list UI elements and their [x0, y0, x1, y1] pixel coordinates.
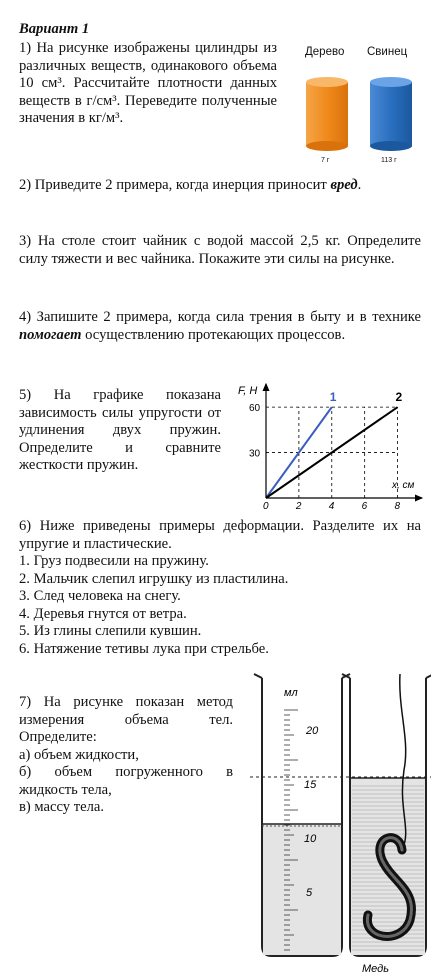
question-7-intro: 7) На рисунке показан метод измерения объема тел. Определите:	[19, 694, 233, 745]
y-tick-label: 60	[249, 403, 261, 415]
question-6	[19, 518, 421, 658]
lead-mass: 113 г	[381, 157, 397, 164]
lead-label: Свинец	[367, 46, 408, 58]
wood-label: Дерево	[305, 46, 345, 58]
q6-item: 1. Груз подвесили на пружину.	[19, 553, 209, 569]
question-6-intro: 6) Ниже приведены примеры деформации. Разделите их на упругие и пластические.	[19, 518, 421, 552]
x-tick-label: 4	[328, 501, 335, 512]
spring-force-chart	[232, 378, 427, 512]
wood-cylinder	[306, 77, 348, 151]
lead-cylinder	[370, 77, 412, 151]
question-2-text: 2) Приведите 2 примера, когда инерция приносит	[19, 177, 331, 193]
x-axis-label: x, см	[392, 480, 415, 491]
x-tick-label: 6	[361, 501, 368, 512]
q6-item: 5. Из глины слепили кувшин.	[19, 623, 202, 639]
variant-title: Вариант 1	[19, 21, 90, 37]
question-5	[19, 387, 221, 475]
unit-label: мл	[284, 687, 298, 699]
y-axis-label: F, Н	[238, 385, 258, 397]
scale-label-20: 20	[306, 725, 319, 737]
question-4-emphasis: помогает	[19, 326, 82, 343]
q6-item: 2. Мальчик слепил игрушку из пластилина.	[19, 570, 289, 587]
question-5-text: 5) На графике показана зависимость силы упругости от удлинения двух пружин. Определите и сравните жесткости пружин.	[19, 387, 221, 473]
cylinders-drawing	[300, 74, 425, 154]
scale-label-15: 15	[304, 779, 317, 791]
question-7-b: б) объем погруженного в жидкость тела,	[19, 764, 233, 798]
question-2-emphasis: вред	[330, 177, 358, 193]
y-tick-label: 30	[249, 448, 261, 460]
x-tick-label: 8	[394, 501, 401, 512]
question-4: 4) Запишите 2 примера, когда сила трения в быту и в технике помогает осуществлению протекающих процессов.	[19, 309, 421, 343]
series-1-label: 1	[329, 390, 337, 405]
q6-item: 3. След человека на снегу.	[19, 588, 181, 604]
question-3	[19, 233, 421, 268]
question-1-text: 1) На рисунке изображены цилиндры из различных веществ, одинакового объема 10 см³. Рассчитайте плотности данных веществ в г/см³. Переведите полученные значения в кг/м³.	[19, 40, 277, 126]
measuring-cylinder-right	[342, 674, 431, 956]
copper-label: Медь	[362, 963, 390, 975]
series-2-label: 2	[395, 390, 403, 405]
scale-label-10: 10	[304, 833, 317, 845]
wood-mass: 7 г	[321, 157, 330, 164]
question-1	[19, 40, 277, 128]
scale-label-5: 5	[306, 887, 313, 899]
q6-item: 4. Деревья гнутся от ветра.	[19, 605, 187, 622]
beakers-figure	[250, 670, 431, 978]
question-7-a: а) объем жидкости,	[19, 746, 139, 763]
question-7-c: в) массу тела.	[19, 799, 104, 815]
x-tick-label: 0	[263, 501, 269, 512]
question-7	[19, 694, 233, 817]
question-3-text: 3) На столе стоит чайник с водой массой 2,5 кг. Определите силу тяжести и вес чайника. Покажите эти силы на рисунке.	[19, 233, 421, 267]
question-4-text: 4) Запишите 2 примера, когда сила трения в быту и в технике	[19, 309, 421, 325]
q6-item: 6. Натяжение тетивы лука при стрельбе.	[19, 640, 269, 657]
measuring-cylinder-left	[254, 674, 350, 956]
x-tick-label: 2	[295, 501, 302, 512]
question-2: 2) Приведите 2 примера, когда инерция приносит вред.	[19, 177, 362, 193]
